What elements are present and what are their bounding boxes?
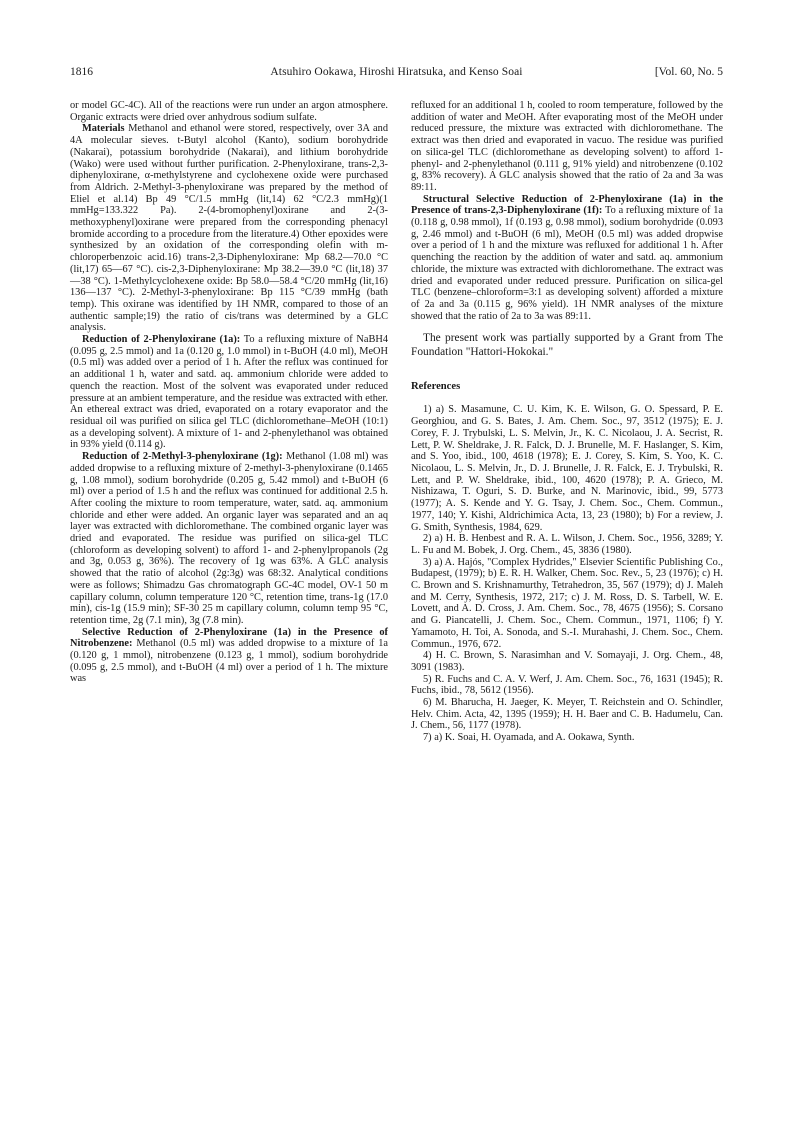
references-heading: References [411, 380, 461, 392]
reference-item: 5) R. Fuchs and C. A. V. Werf, J. Am. Chem. Soc., 76, 1631 (1945); R. Fuchs, ibid., 78, 5612 (1956). [411, 673, 723, 697]
left-column [70, 100, 388, 685]
acknowledgement: The present work was partially supported by a Grant from The Foundation "Hattori-Hokokai." [411, 332, 723, 358]
paragraph-instrumentation: or model GC-4C). All of the reactions were run under an argon atmosphere. Organic extracts were dried over anhydrous sodium sulfate. [70, 100, 388, 123]
heading-selective-reduction: Selective Reduction of 2-Phenyloxirane (1a) in the Presence of Nitrobenzene: [70, 626, 388, 650]
reference-item: 1) a) S. Masamune, C. U. Kim, K. E. Wilson, G. O. Spessard, P. E. Georghiou, and G. S. Bates, J. Am. Chem. Soc., 97, 3512 (1975); E. J. Corey, F. J. Trybulski, L. S. Melvin, Jr., K. C. Nicolaou, J. A. Secrist, R. Lett, P. W. Sheldrake, J. R. Falck, D. J. Brunelle, M. F. Haslanger, S. Kim, and S. Yoo, ibid., 100, 4618 (1978); E. J. Corey, S. Kim, S. Yoo, K. C. Nicolaou, L. S. Melvin, Jr., D. J. Brunelle, J. R. Falck, E. J. Trybulski, R. Lett, and P. W. Sheldrake, ibid., 100, 4620 (1978); P. A. Grieco, M. Nishizawa, T. Oguri, S. D. Burke, and N. Marinovic, ibid., 99, 5773 (1977); A. S. Kende and Y. G. Tsay, J. Chem. Soc., Chem. Commun., 1977, 140; Y. Kishi, Aldrichimica Acta, 13, 23 (1980); b) For a review, J. G. Smith, Synthesis, 1984, 629. [411, 404, 723, 533]
running-authors: Atsuhiro Ookawa, Hiroshi Hiratsuka, and Kenso Soai [270, 66, 523, 78]
reduction-1g-text: Methanol (1.08 ml) was added dropwise to a refluxing mixture of 2-methyl-3-phenyloxirane (0.1465 g, 1.08 mmol), sodium borohydride (0.205 g, 5.42 mmol) and t-BuOH (6 ml) over a period of 1.5 h and the reflux was continued for additional 2.5 h. After cooling the mixture to room temperature, water, satd. aq. ammonium chloride and ether were added. An organic layer was separated and an aq layer was extracted with dichloromethane. The combined organic layer was dried and evaporated. The residue was purified on silica-gel TLC (chloroform as developing solvent) to afford 1- and 2-phenylpropanols (2g and 3g, 0.053 g, 36%). The recovery of 1g was 63%. A GLC analysis showed that the ratio of alcohol (2g:3g) was 68:32. Analytical conditions were as follows; Shimadzu Gas chromatograph GC-4C model, OV-1 50 m capillary column, column temperature 120 °C, retention time, trans-1g (17.0 min), cis-1g (15.9 min); SF-30 25 m capillary column, column temp 95 °C, retention time, 2g (7.1 min), 3g (7.8 min). [70, 451, 388, 626]
heading-reduction-1g: Reduction of 2-Methyl-3-phenyloxirane (1g): [82, 451, 283, 463]
reference-item: 6) M. Bharucha, H. Jaeger, K. Meyer, T. Reichstein and O. Schindler, Helv. Chim. Acta, 42, 1395 (1959); H. H. Baer and C. B. Hadumelu, Can. J. Chem., 56, 1177 (1978). [411, 697, 723, 732]
structural-selective-text: To a refluxing mixture of 1a (0.118 g, 0.98 mmol), 1f (0.193 g, 0.98 mmol), sodium borohydride (0.093 g, 2.46 mmol) and t-BuOH (6 ml), MeOH (0.5 ml) was added dropwise over a period of 1 h and the mixture was refluxed for additional 1 h. After quenching the reaction by the addition of water and satd. aq. ammonium chloride, the mixture was extracted with dichloromethane. The extract was dried and evaporated under reduced pressure. Purification on silica-gel TLC (benzene–chloroform=3:1 as developing solvent) afforded a mixture of 2a and 3a (0.115 g, 96% yield). 1H NMR analyses of the mixture showed that the ratio of 2a to 3a was 89:11. [411, 205, 723, 322]
page-number: 1816 [70, 66, 93, 78]
paragraph-continued: refluxed for an additional 1 h, cooled to room temperature, followed by the addition of water and MeOH. After evaporating most of the MeOH under reduced pressure, the mixture was extracted with dichloromethane. The extract was then dried and evaporated in vacuo. The residue was purified on silica-gel TLC (dichloromethane as developing solvent) to afford 1-phenyl- and 2-phenylethanol (0.111 g, 91% yield) and nitrobenzene (0.102 g, 83% recovery). A GLC analysis showed that the ratio of 2a and 3a was 89:11. [411, 100, 723, 193]
paragraph-selective-reduction [70, 627, 388, 686]
heading-reduction-1a: Reduction of 2-Phenyloxirane (1a): [82, 334, 241, 346]
paragraph-materials [70, 123, 388, 334]
references-list [411, 404, 723, 743]
running-header [70, 66, 723, 84]
selective-reduction-text: Methanol (0.5 ml) was added dropwise to a mixture of 1a (0.120 g, 1 mmol), nitrobenzene (0.123 g, 1 mmol), sodium borohydride (0.095 g, 2.5 mmol), and t-BuOH (4 ml) over a period of 1 h. The mixture was [70, 638, 388, 685]
right-column [411, 100, 723, 744]
paragraph-structural-selective [411, 194, 723, 323]
reference-item: 2) a) H. B. Henbest and R. A. L. Wilson, J. Chem. Soc., 1956, 3289; Y. L. Fu and M. Bobek, J. Org. Chem., 45, 3836 (1980). [411, 533, 723, 556]
materials-text: Methanol and ethanol were stored, respectively, over 3A and 4A molecular sieves. t-Butyl alcohol (Kanto), sodium borohydride (Nakarai), potassium borohydride (Nakarai), and lithium borohydride (Wako) were used without further purification. 2-Phenyloxirane, trans-2,3-diphenyloxirane, α-methylstyrene and cyclohexene oxide were purchased from Aldrich. 2-Methyl-3-phenyloxirane was prepared by the method of Eliel et al.14) Bp 49 °C/1.5 mmHg (lit,14) 62 °C/2.3 mmHg)(1 mmHg=133.322 Pa). 2-(4-bromophenyl)oxirane and 2-(3-methoxyphenyl)oxirane were prepared from the corresponding phenacyl bromide according to a procedure from the literature.4) Other epoxides were synthesized by an oxidation of the corresponding olefin with m-chloroperbenzoic acid.16) trans-2,3-Diphenyloxirane: Mp 68.2—70.0 °C (lit,17) 65—67 °C). cis-2,3-Diphenyloxirane: Mp 38.2—39.0 °C (lit,18) 37—38 °C). 1-Methylcyclohexene oxide: Bp 58.0—58.4 °C/20 mmHg (lit,16) 136—137 °C). 2-Methyl-3-phenyloxirane: Bp 115 °C/39 mmHg (bath temp). This oxirane was identified by 1H NMR, compared to those of an authentic sample;19) the ratio of cis/trans was determined by a GLC analysis. [70, 123, 388, 334]
reference-item: 7) a) K. Soai, H. Oyamada, and A. Ookawa, Synth. [423, 732, 635, 744]
heading-materials: Materials [82, 123, 125, 135]
reference-item: 3) a) A. Hajós, "Complex Hydrides," Elsevier Scientific Publishing Co., Budapest, (1979); b) E. R. H. Walker, Chem. Soc. Rev., 5, 23 (1976); c) H. C. Brown and S. Krishnamurthy, Tetrahedron, 35, 567 (1979); d) J. Maleh and M. Cerry, Synthesis, 1972, 217; c) J. M. Ross, D. S. Tarbell, W. E. Lovett, and A. D. Cross, J. Am. Chem. Soc., 78, 4675 (1956); S. Corsano and G. Piancatelli, J. Chem. Soc., Chem. Commun., 1971, 1106; f) Y. Yamamoto, H. Toi, A. Sonoda, and S.-I. Murahashi, J. Chem. Soc., Chem. Commun., 1976, 672. [411, 556, 723, 650]
paragraph-reduction-1g [70, 451, 388, 627]
paragraph-reduction-1a [70, 334, 388, 451]
heading-structural-selective: Structural Selective Reduction of 2-Phenyloxirane (1a) in the Presence of trans-2,3-Diphenyloxirane (1f): [411, 193, 723, 217]
volume-info: [Vol. 60, No. 5 [654, 66, 723, 78]
reduction-1a-text: To a refluxing mixture of NaBH4 (0.095 g, 2.5 mmol) and 1a (0.120 g, 1.0 mmol) in t-BuOH (4.0 ml), MeOH (0.5 ml) was added over a period of 1 h. After the reflux was continued for an additional 1 h, water and satd. aq. ammonium chloride were added to quench the reaction. Most of the solvent was evaporated under reduced pressure at an ambient temperature, and the residue was extracted with ether. An ethereal extract was dried, evaporated on a rotary evaporator and the residual oil was purified on silica gel TLC (dichloromethane–MeOH (10:1) as a developing solvent). A mixture of 1- and 2-phenylethanol was obtained in 93% yield (0.114 g). [70, 334, 388, 451]
reference-item: 4) H. C. Brown, S. Narasimhan and V. Somayaji, J. Org. Chem., 48, 3091 (1983). [411, 650, 723, 673]
